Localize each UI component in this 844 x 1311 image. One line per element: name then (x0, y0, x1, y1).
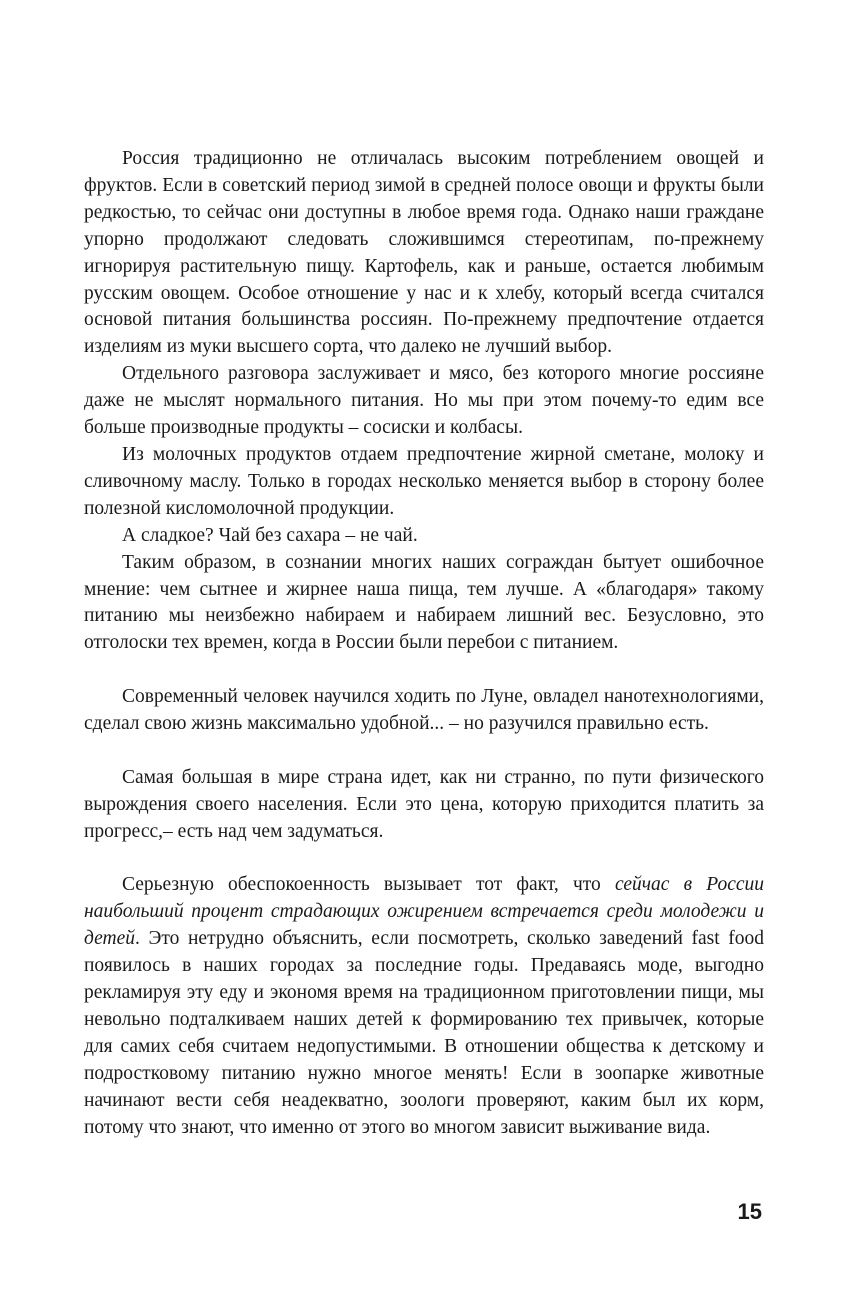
paragraph-vegetables: Россия традиционно не отличалась высоким потреблением овощей и фруктов. Если в советский период зимой в средней полосе овощи и фрукты были редкостью, то сейчас они доступны в любое время года. Однако наши граждане упорно продолжают следовать сложившимся стереотипам, по-прежнему игнорируя растительную пищу. Картофель, как и раньше, остается любимым русским овощем. Особое отношение у нас и к хлебу, который всегда считался основой питания большинства россиян. По-прежнему предпочтение отдается изделиям из муки высшего сорта, что далеко не лучший выбор. (84, 148, 764, 358)
paragraph-conclusion: Таким образом, в сознании многих наших сограждан бытует ошибочное мнение: чем сытнее и жирнее наша пища, тем лучше. А «благодаря» такому питанию мы неизбежно набираем и набираем лишний вес. Безусловно, это отголоски тех времен, когда в России были перебои с питанием. (84, 551, 764, 654)
paragraph-spacer (84, 657, 764, 684)
concern-intro: Серьезную обеспокоенность вызывает тот факт, что (122, 874, 615, 896)
paragraph-concern (84, 872, 764, 1141)
paragraph-spacer (84, 738, 764, 765)
concern-rest: . Это нетрудно объяснить, если посмотреть, сколько заведений fast food появилось в наших городах за последние годы. Предаваясь моде, выгодно рекламируя эту еду и экономя время на традиционном приготовлении пищи, мы невольно подталкиваем наших детей к формированию тех привычек, которые для самих себя считаем недопустимыми. В отношении общества к детскому и подростковому питанию нужно многое менять! Если в зоопарке животные начинают вести себя неадекватно, зоологи проверяют, каким был их корм, потому что знают, что именно от этого во многом зависит выживание вида. (84, 928, 764, 1138)
page-number: 15 (737, 1199, 762, 1224)
body-text (84, 146, 764, 1141)
paragraph-country: Самая большая в мире страна идет, как ни странно, по пути физического вырождения своего населения. Если это цена, которую приходится платить за прогресс,– есть над чем задуматься. (84, 766, 764, 842)
paragraph-dairy: Из молочных продуктов отдаем предпочтение жирной сметане, молоку и сливочному маслу. Только в городах несколько меняется выбор в сторону более полезной кисломолочной продукции. (84, 443, 764, 519)
paragraph-sweets: А сладкое? Чай без сахара – не чай. (122, 524, 418, 546)
paragraph-modern-human: Современный человек научился ходить по Луне, овладел нанотехнологиями, сделал свою жизнь максимально удобной... – но разучился правильно есть. (84, 686, 764, 735)
concern-emphasis: сейчас в России наибольший процент страдающих ожирением встречается среди молодежи и детей (84, 874, 764, 950)
paragraph-spacer (84, 846, 764, 873)
paragraph-meat: Отдельного разговора заслуживает и мясо, без которого многие россияне даже не мыслят нормального питания. Но мы при этом почему-то едим все больше производные продукты – сосиски и колбасы. (84, 363, 764, 439)
